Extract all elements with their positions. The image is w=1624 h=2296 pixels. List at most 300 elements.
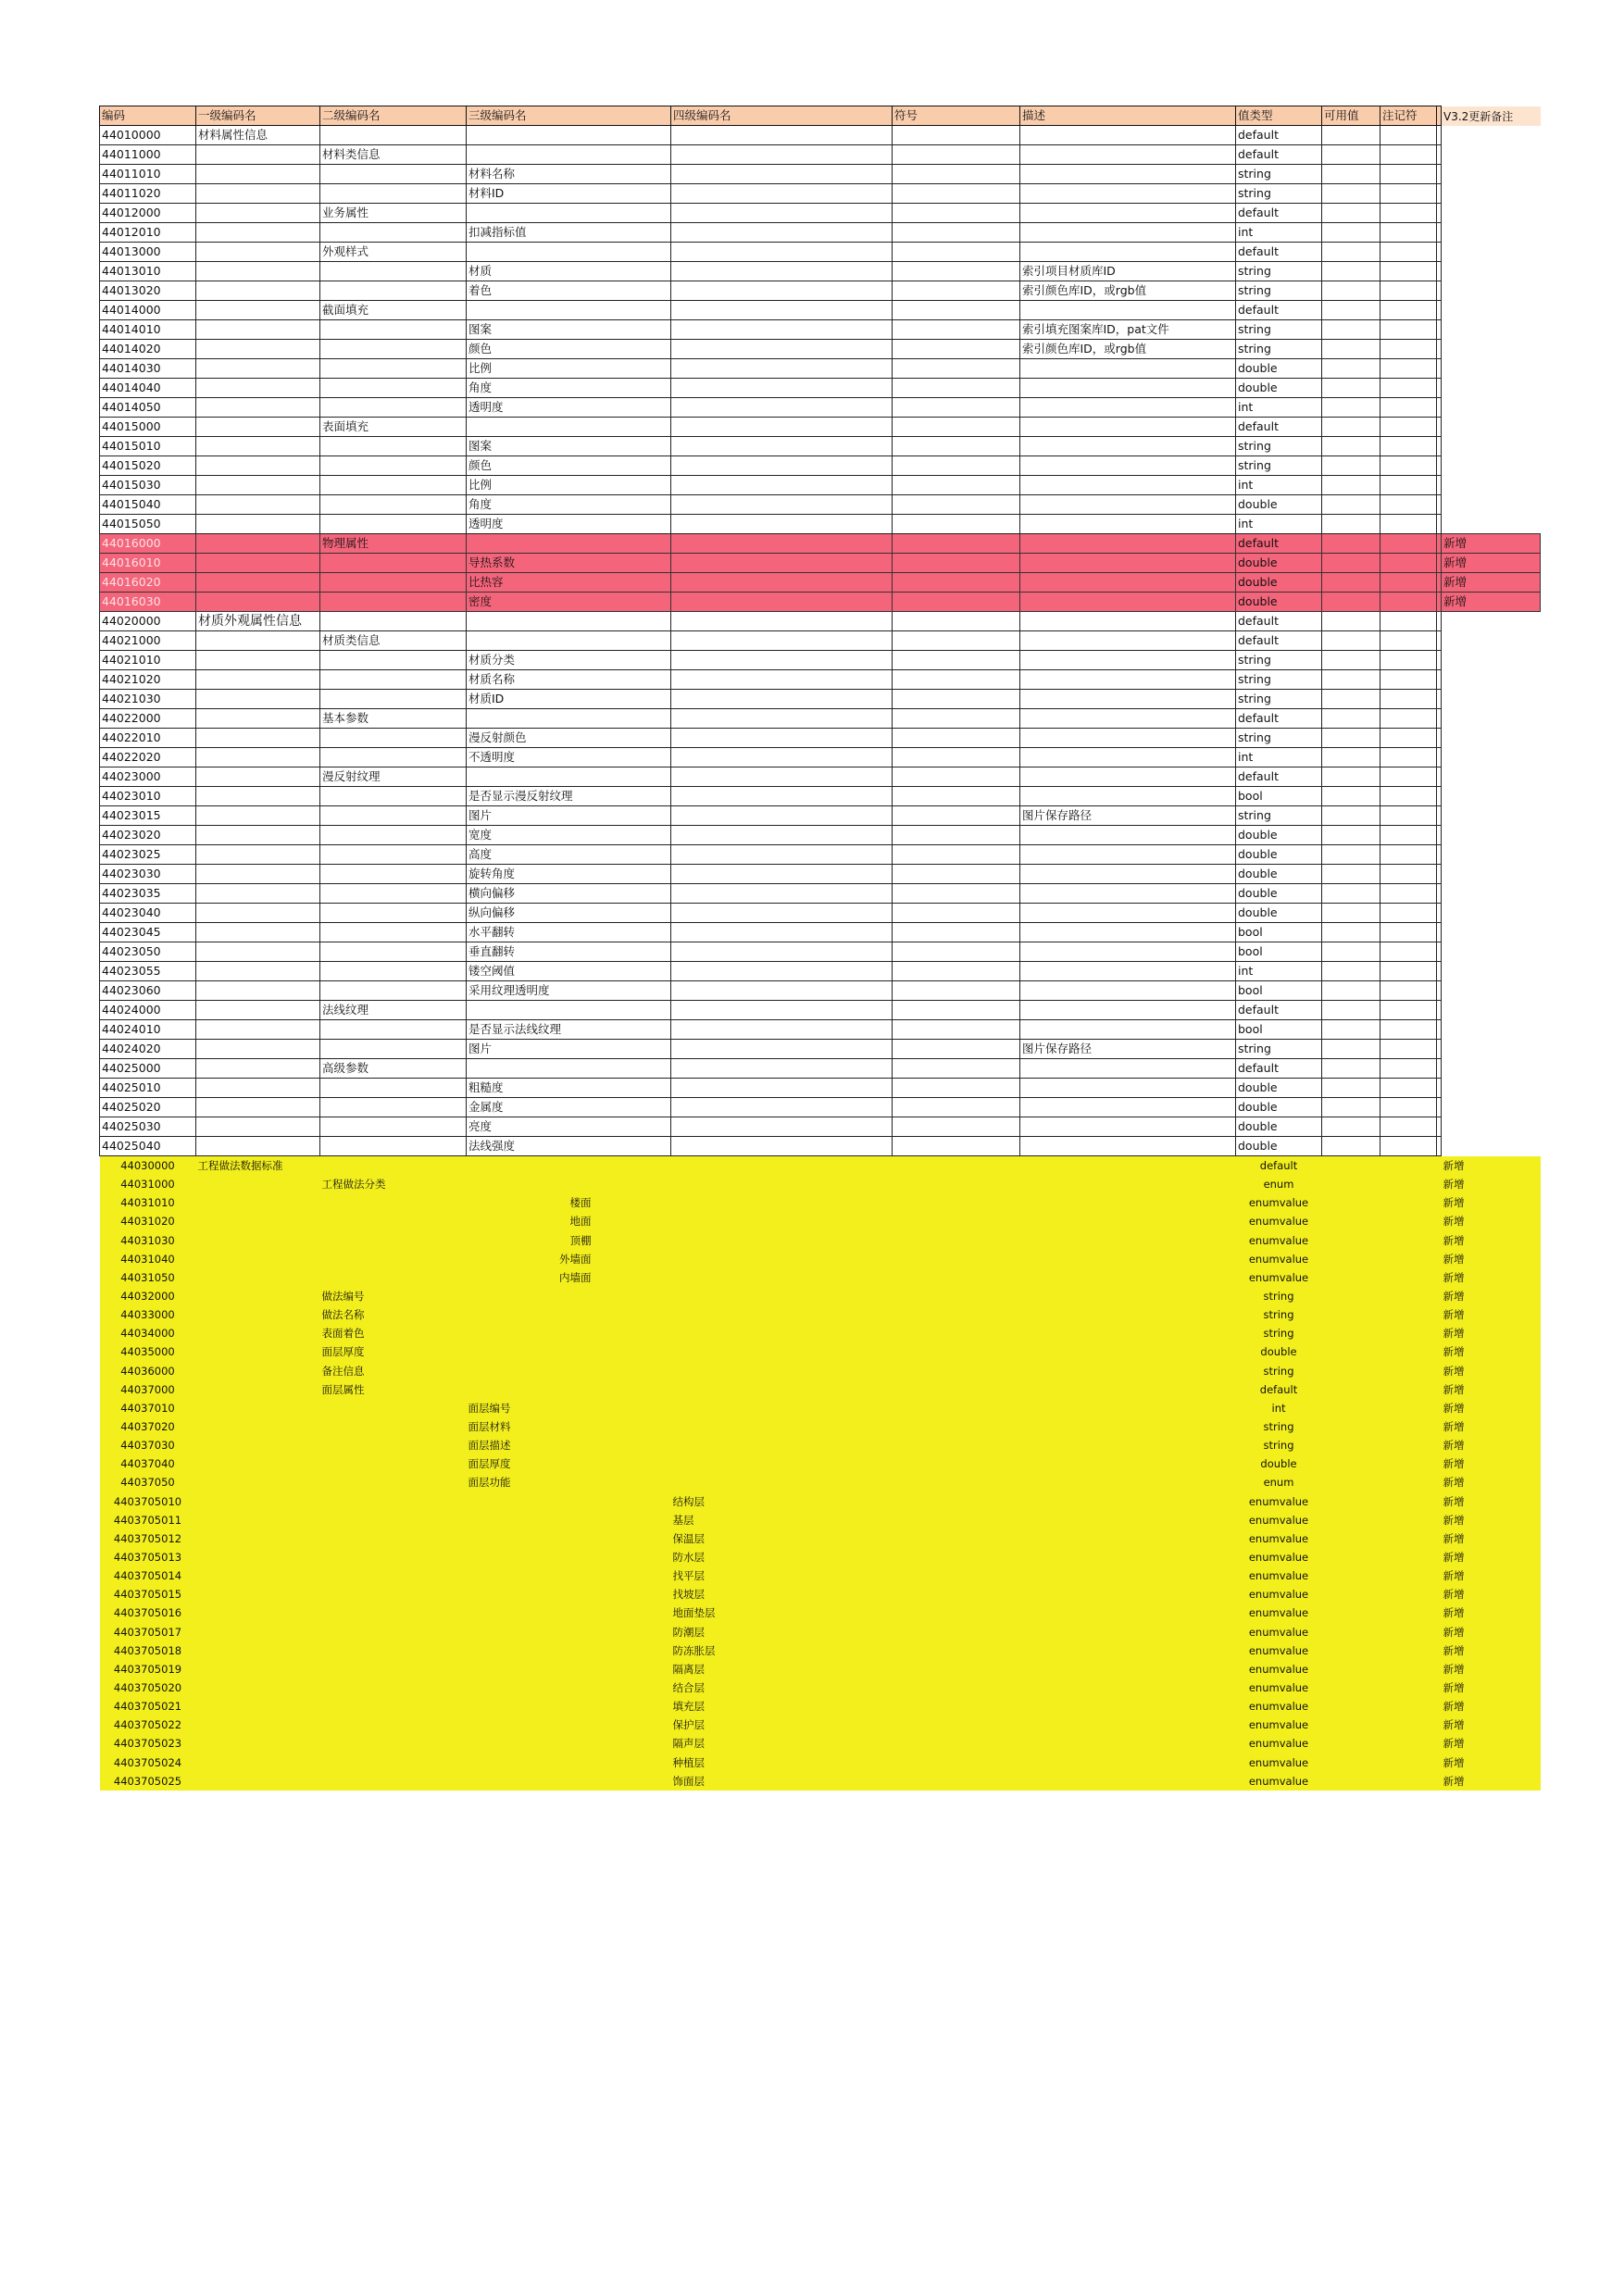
cell-annotation[interactable] bbox=[1380, 631, 1437, 651]
cell-level2-name[interactable] bbox=[320, 845, 467, 865]
cell-level3-name[interactable] bbox=[467, 1548, 671, 1566]
cell-available-values[interactable] bbox=[1322, 1734, 1380, 1753]
cell-available-values[interactable] bbox=[1322, 787, 1380, 806]
cell-update-note[interactable] bbox=[1442, 204, 1541, 223]
cell-annotation[interactable] bbox=[1380, 534, 1437, 554]
cell-level2-name[interactable] bbox=[320, 495, 467, 515]
cell-value-type[interactable]: bool bbox=[1236, 981, 1322, 1001]
cell-symbol[interactable] bbox=[893, 1020, 1020, 1040]
cell-level4-name[interactable] bbox=[671, 126, 893, 145]
cell-symbol[interactable] bbox=[893, 1040, 1020, 1059]
cell-symbol[interactable] bbox=[893, 1361, 1020, 1379]
cell-symbol[interactable] bbox=[893, 1716, 1020, 1734]
cell-annotation[interactable] bbox=[1380, 1380, 1437, 1399]
cell-annotation[interactable] bbox=[1380, 1753, 1437, 1771]
cell-symbol[interactable] bbox=[893, 981, 1020, 1001]
cell-available-values[interactable] bbox=[1322, 1361, 1380, 1379]
cell-description[interactable] bbox=[1020, 845, 1236, 865]
cell-value-type[interactable]: default bbox=[1236, 301, 1322, 320]
cell-update-note[interactable] bbox=[1442, 690, 1541, 709]
cell-level3-name[interactable]: 水平翻转 bbox=[467, 923, 671, 942]
cell-level1-name[interactable] bbox=[196, 1772, 320, 1791]
cell-code[interactable]: 44032000 bbox=[100, 1287, 196, 1305]
cell-value-type[interactable]: string bbox=[1236, 806, 1322, 826]
cell-level4-name[interactable] bbox=[671, 1436, 893, 1454]
cell-update-note[interactable] bbox=[1442, 145, 1541, 165]
cell-level1-name[interactable] bbox=[196, 865, 320, 884]
cell-level2-name[interactable] bbox=[320, 1660, 467, 1678]
cell-description[interactable] bbox=[1020, 418, 1236, 437]
cell-symbol[interactable] bbox=[893, 1175, 1020, 1193]
cell-symbol[interactable] bbox=[893, 1324, 1020, 1342]
cell-code[interactable]: 44024010 bbox=[100, 1020, 196, 1040]
cell-level2-name[interactable] bbox=[320, 923, 467, 942]
cell-level4-name[interactable] bbox=[671, 1324, 893, 1342]
cell-symbol[interactable] bbox=[893, 1059, 1020, 1079]
cell-available-values[interactable] bbox=[1322, 1268, 1380, 1287]
cell-code[interactable]: 44022000 bbox=[100, 709, 196, 729]
cell-symbol[interactable] bbox=[893, 1305, 1020, 1324]
cell-description[interactable] bbox=[1020, 1511, 1236, 1529]
cell-level1-name[interactable] bbox=[196, 1473, 320, 1491]
cell-symbol[interactable] bbox=[893, 1511, 1020, 1529]
cell-annotation[interactable] bbox=[1380, 1059, 1437, 1079]
cell-value-type[interactable]: default bbox=[1236, 612, 1322, 631]
cell-level1-name[interactable] bbox=[196, 806, 320, 826]
cell-available-values[interactable] bbox=[1322, 1716, 1380, 1734]
header-cell-available-values[interactable]: 可用值 bbox=[1322, 106, 1380, 126]
cell-available-values[interactable] bbox=[1322, 1250, 1380, 1268]
cell-symbol[interactable] bbox=[893, 223, 1020, 243]
cell-description[interactable] bbox=[1020, 826, 1236, 845]
cell-level2-name[interactable] bbox=[320, 1491, 467, 1510]
cell-level3-name[interactable] bbox=[467, 631, 671, 651]
cell-value-type[interactable]: default bbox=[1236, 767, 1322, 787]
cell-level4-name[interactable] bbox=[671, 748, 893, 767]
cell-level3-name[interactable] bbox=[467, 1772, 671, 1791]
cell-available-values[interactable] bbox=[1322, 748, 1380, 767]
cell-level3-name[interactable] bbox=[467, 1697, 671, 1716]
cell-update-note[interactable] bbox=[1442, 1137, 1541, 1156]
cell-description[interactable] bbox=[1020, 1753, 1236, 1771]
cell-level3-name[interactable] bbox=[467, 204, 671, 223]
cell-available-values[interactable] bbox=[1322, 1380, 1380, 1399]
cell-level4-name[interactable] bbox=[671, 1342, 893, 1361]
cell-code[interactable]: 4403705019 bbox=[100, 1660, 196, 1678]
cell-level1-name[interactable] bbox=[196, 845, 320, 865]
cell-update-note[interactable] bbox=[1442, 942, 1541, 962]
cell-update-note[interactable]: 新增 bbox=[1442, 1603, 1541, 1622]
cell-available-values[interactable] bbox=[1322, 981, 1380, 1001]
cell-description[interactable] bbox=[1020, 942, 1236, 962]
cell-description[interactable] bbox=[1020, 456, 1236, 476]
cell-value-type[interactable]: enumvalue bbox=[1236, 1753, 1322, 1771]
cell-annotation[interactable] bbox=[1380, 1001, 1437, 1020]
cell-available-values[interactable] bbox=[1322, 437, 1380, 456]
cell-symbol[interactable] bbox=[893, 359, 1020, 379]
cell-available-values[interactable] bbox=[1322, 1156, 1380, 1176]
cell-value-type[interactable]: enumvalue bbox=[1236, 1678, 1322, 1697]
cell-level3-name[interactable]: 面层材料 bbox=[467, 1417, 671, 1436]
cell-level4-name[interactable] bbox=[671, 806, 893, 826]
cell-value-type[interactable]: enumvalue bbox=[1236, 1603, 1322, 1622]
cell-available-values[interactable] bbox=[1322, 1342, 1380, 1361]
cell-code[interactable]: 44022020 bbox=[100, 748, 196, 767]
cell-description[interactable] bbox=[1020, 962, 1236, 981]
cell-symbol[interactable] bbox=[893, 437, 1020, 456]
cell-available-values[interactable] bbox=[1322, 826, 1380, 845]
cell-description[interactable] bbox=[1020, 1454, 1236, 1473]
cell-code[interactable]: 44012000 bbox=[100, 204, 196, 223]
cell-value-type[interactable]: enumvalue bbox=[1236, 1548, 1322, 1566]
cell-annotation[interactable] bbox=[1380, 1454, 1437, 1473]
cell-level2-name[interactable] bbox=[320, 1716, 467, 1734]
cell-level2-name[interactable] bbox=[320, 126, 467, 145]
cell-level4-name[interactable] bbox=[671, 1059, 893, 1079]
cell-annotation[interactable] bbox=[1380, 398, 1437, 418]
cell-available-values[interactable] bbox=[1322, 923, 1380, 942]
cell-update-note[interactable] bbox=[1442, 612, 1541, 631]
cell-symbol[interactable] bbox=[893, 456, 1020, 476]
cell-value-type[interactable]: default bbox=[1236, 709, 1322, 729]
cell-level3-name[interactable]: 图案 bbox=[467, 437, 671, 456]
cell-level3-name[interactable]: 材质 bbox=[467, 262, 671, 281]
cell-description[interactable] bbox=[1020, 1436, 1236, 1454]
cell-available-values[interactable] bbox=[1322, 1772, 1380, 1791]
cell-available-values[interactable] bbox=[1322, 398, 1380, 418]
cell-level2-name[interactable] bbox=[320, 690, 467, 709]
cell-update-note[interactable] bbox=[1442, 923, 1541, 942]
cell-available-values[interactable] bbox=[1322, 962, 1380, 981]
cell-code[interactable]: 44023010 bbox=[100, 787, 196, 806]
cell-level1-name[interactable] bbox=[196, 184, 320, 204]
cell-update-note[interactable] bbox=[1442, 359, 1541, 379]
cell-level3-name[interactable]: 角度 bbox=[467, 495, 671, 515]
cell-annotation[interactable] bbox=[1380, 1040, 1437, 1059]
cell-value-type[interactable]: bool bbox=[1236, 942, 1322, 962]
cell-annotation[interactable] bbox=[1380, 670, 1437, 690]
cell-update-note[interactable] bbox=[1442, 631, 1541, 651]
cell-symbol[interactable] bbox=[893, 281, 1020, 301]
cell-level1-name[interactable] bbox=[196, 515, 320, 534]
cell-code[interactable]: 44014040 bbox=[100, 379, 196, 398]
cell-symbol[interactable] bbox=[893, 398, 1020, 418]
cell-available-values[interactable] bbox=[1322, 884, 1380, 904]
cell-symbol[interactable] bbox=[893, 1548, 1020, 1566]
cell-level3-name[interactable] bbox=[467, 1305, 671, 1324]
cell-level1-name[interactable] bbox=[196, 1454, 320, 1473]
cell-update-note[interactable]: 新增 bbox=[1442, 1660, 1541, 1678]
cell-symbol[interactable] bbox=[893, 631, 1020, 651]
cell-level4-name[interactable] bbox=[671, 301, 893, 320]
cell-level4-name[interactable] bbox=[671, 942, 893, 962]
cell-level2-name[interactable] bbox=[320, 981, 467, 1001]
cell-level1-name[interactable] bbox=[196, 165, 320, 184]
cell-level4-name[interactable] bbox=[671, 981, 893, 1001]
cell-description[interactable] bbox=[1020, 1268, 1236, 1287]
cell-level1-name[interactable] bbox=[196, 981, 320, 1001]
cell-update-note[interactable] bbox=[1442, 456, 1541, 476]
cell-level2-name[interactable] bbox=[320, 1268, 467, 1287]
cell-level1-name[interactable] bbox=[196, 320, 320, 340]
cell-available-values[interactable] bbox=[1322, 1697, 1380, 1716]
cell-annotation[interactable] bbox=[1380, 942, 1437, 962]
cell-symbol[interactable] bbox=[893, 165, 1020, 184]
cell-description[interactable] bbox=[1020, 904, 1236, 923]
cell-update-note[interactable]: 新增 bbox=[1442, 1250, 1541, 1268]
cell-value-type[interactable]: double bbox=[1236, 1342, 1322, 1361]
cell-annotation[interactable] bbox=[1380, 826, 1437, 845]
cell-annotation[interactable] bbox=[1380, 1436, 1437, 1454]
cell-description[interactable] bbox=[1020, 1287, 1236, 1305]
cell-description[interactable]: 索引颜色库ID，或rgb值 bbox=[1020, 340, 1236, 359]
cell-level3-name[interactable] bbox=[467, 301, 671, 320]
cell-level4-name[interactable]: 保护层 bbox=[671, 1716, 893, 1734]
cell-level1-name[interactable] bbox=[196, 456, 320, 476]
cell-level1-name[interactable] bbox=[196, 281, 320, 301]
cell-update-note[interactable]: 新增 bbox=[1442, 1772, 1541, 1791]
cell-available-values[interactable] bbox=[1322, 1117, 1380, 1137]
cell-symbol[interactable] bbox=[893, 1230, 1020, 1249]
cell-level4-name[interactable] bbox=[671, 1399, 893, 1417]
cell-level1-name[interactable] bbox=[196, 1342, 320, 1361]
cell-level2-name[interactable] bbox=[320, 651, 467, 670]
cell-code[interactable]: 4403705012 bbox=[100, 1529, 196, 1548]
cell-level3-name[interactable] bbox=[467, 1566, 671, 1585]
cell-level3-name[interactable]: 透明度 bbox=[467, 398, 671, 418]
cell-description[interactable] bbox=[1020, 1417, 1236, 1436]
cell-value-type[interactable]: bool bbox=[1236, 787, 1322, 806]
cell-level3-name[interactable] bbox=[467, 145, 671, 165]
cell-level2-name[interactable]: 面层厚度 bbox=[320, 1342, 467, 1361]
cell-level2-name[interactable] bbox=[320, 1117, 467, 1137]
cell-level3-name[interactable]: 是否显示漫反射纹理 bbox=[467, 787, 671, 806]
cell-level4-name[interactable] bbox=[671, 1040, 893, 1059]
cell-symbol[interactable] bbox=[893, 612, 1020, 631]
cell-level4-name[interactable] bbox=[671, 1380, 893, 1399]
cell-code[interactable]: 44015000 bbox=[100, 418, 196, 437]
cell-code[interactable]: 44033000 bbox=[100, 1305, 196, 1324]
cell-code[interactable]: 44037000 bbox=[100, 1380, 196, 1399]
cell-level1-name[interactable] bbox=[196, 1059, 320, 1079]
cell-code[interactable]: 44023030 bbox=[100, 865, 196, 884]
cell-level1-name[interactable] bbox=[196, 1734, 320, 1753]
cell-code[interactable]: 44021030 bbox=[100, 690, 196, 709]
cell-level1-name[interactable] bbox=[196, 631, 320, 651]
cell-available-values[interactable] bbox=[1322, 476, 1380, 495]
cell-level1-name[interactable] bbox=[196, 1250, 320, 1268]
cell-symbol[interactable] bbox=[893, 962, 1020, 981]
cell-level1-name[interactable] bbox=[196, 262, 320, 281]
cell-level3-name[interactable] bbox=[467, 1001, 671, 1020]
cell-level3-name[interactable]: 镂空阈值 bbox=[467, 962, 671, 981]
cell-code[interactable]: 44031020 bbox=[100, 1212, 196, 1230]
cell-update-note[interactable]: 新增 bbox=[1442, 1342, 1541, 1361]
cell-annotation[interactable] bbox=[1380, 1622, 1437, 1641]
cell-code[interactable]: 4403705025 bbox=[100, 1772, 196, 1791]
cell-available-values[interactable] bbox=[1322, 534, 1380, 554]
cell-update-note[interactable]: 新增 bbox=[1442, 1156, 1541, 1176]
cell-code[interactable]: 44015020 bbox=[100, 456, 196, 476]
cell-value-type[interactable]: int bbox=[1236, 748, 1322, 767]
cell-level1-name[interactable] bbox=[196, 1491, 320, 1510]
cell-level2-name[interactable] bbox=[320, 593, 467, 612]
cell-update-note[interactable]: 新增 bbox=[1442, 534, 1541, 554]
cell-available-values[interactable] bbox=[1322, 1399, 1380, 1417]
cell-level1-name[interactable] bbox=[196, 1001, 320, 1020]
cell-annotation[interactable] bbox=[1380, 1268, 1437, 1287]
cell-level4-name[interactable] bbox=[671, 359, 893, 379]
cell-update-note[interactable] bbox=[1442, 1040, 1541, 1059]
cell-description[interactable] bbox=[1020, 1079, 1236, 1098]
cell-available-values[interactable] bbox=[1322, 126, 1380, 145]
cell-level3-name[interactable] bbox=[467, 1716, 671, 1734]
cell-level2-name[interactable] bbox=[320, 1585, 467, 1603]
cell-level4-name[interactable]: 防冻胀层 bbox=[671, 1641, 893, 1660]
header-cell-annotation[interactable]: 注记符 bbox=[1380, 106, 1437, 126]
cell-available-values[interactable] bbox=[1322, 1001, 1380, 1020]
cell-level4-name[interactable] bbox=[671, 243, 893, 262]
cell-level2-name[interactable]: 材质类信息 bbox=[320, 631, 467, 651]
cell-level1-name[interactable] bbox=[196, 534, 320, 554]
cell-available-values[interactable] bbox=[1322, 1193, 1380, 1212]
cell-level4-name[interactable]: 填充层 bbox=[671, 1697, 893, 1716]
cell-level1-name[interactable] bbox=[196, 398, 320, 418]
cell-code[interactable]: 44036000 bbox=[100, 1361, 196, 1379]
cell-value-type[interactable]: string bbox=[1236, 1361, 1322, 1379]
cell-level4-name[interactable] bbox=[671, 476, 893, 495]
cell-value-type[interactable]: enumvalue bbox=[1236, 1641, 1322, 1660]
cell-available-values[interactable] bbox=[1322, 1529, 1380, 1548]
cell-available-values[interactable] bbox=[1322, 709, 1380, 729]
cell-level1-name[interactable] bbox=[196, 1137, 320, 1156]
cell-value-type[interactable]: default bbox=[1236, 145, 1322, 165]
header-cell-level1-name[interactable]: 一级编码名 bbox=[196, 106, 320, 126]
cell-level3-name[interactable] bbox=[467, 1529, 671, 1548]
cell-level2-name[interactable] bbox=[320, 1079, 467, 1098]
cell-level3-name[interactable] bbox=[467, 418, 671, 437]
cell-update-note[interactable]: 新增 bbox=[1442, 554, 1541, 573]
cell-level1-name[interactable] bbox=[196, 593, 320, 612]
cell-level3-name[interactable] bbox=[467, 612, 671, 631]
cell-level1-name[interactable] bbox=[196, 709, 320, 729]
cell-annotation[interactable] bbox=[1380, 320, 1437, 340]
cell-level3-name[interactable]: 材质ID bbox=[467, 690, 671, 709]
cell-update-note[interactable] bbox=[1442, 962, 1541, 981]
cell-level1-name[interactable] bbox=[196, 1287, 320, 1305]
cell-level4-name[interactable] bbox=[671, 612, 893, 631]
cell-level4-name[interactable] bbox=[671, 1454, 893, 1473]
cell-description[interactable] bbox=[1020, 1212, 1236, 1230]
cell-level3-name[interactable]: 扣减指标值 bbox=[467, 223, 671, 243]
cell-annotation[interactable] bbox=[1380, 1361, 1437, 1379]
cell-symbol[interactable] bbox=[893, 845, 1020, 865]
cell-level2-name[interactable] bbox=[320, 379, 467, 398]
cell-level2-name[interactable] bbox=[320, 1641, 467, 1660]
cell-symbol[interactable] bbox=[893, 709, 1020, 729]
cell-available-values[interactable] bbox=[1322, 806, 1380, 826]
cell-symbol[interactable] bbox=[893, 651, 1020, 670]
cell-update-note[interactable] bbox=[1442, 243, 1541, 262]
header-cell-level4-name[interactable]: 四级编码名 bbox=[671, 106, 893, 126]
cell-symbol[interactable] bbox=[893, 806, 1020, 826]
cell-available-values[interactable] bbox=[1322, 281, 1380, 301]
cell-value-type[interactable]: string bbox=[1236, 165, 1322, 184]
cell-annotation[interactable] bbox=[1380, 1417, 1437, 1436]
cell-value-type[interactable]: default bbox=[1236, 1380, 1322, 1399]
cell-level3-name[interactable]: 透明度 bbox=[467, 515, 671, 534]
cell-value-type[interactable]: enumvalue bbox=[1236, 1268, 1322, 1287]
cell-value-type[interactable]: bool bbox=[1236, 923, 1322, 942]
cell-code[interactable]: 4403705018 bbox=[100, 1641, 196, 1660]
cell-available-values[interactable] bbox=[1322, 1020, 1380, 1040]
cell-level3-name[interactable]: 颜色 bbox=[467, 456, 671, 476]
cell-code[interactable]: 4403705010 bbox=[100, 1491, 196, 1510]
cell-level2-name[interactable] bbox=[320, 884, 467, 904]
cell-code[interactable]: 44037020 bbox=[100, 1417, 196, 1436]
cell-level4-name[interactable] bbox=[671, 1020, 893, 1040]
cell-level2-name[interactable] bbox=[320, 340, 467, 359]
cell-level4-name[interactable]: 隔离层 bbox=[671, 1660, 893, 1678]
cell-level1-name[interactable] bbox=[196, 1678, 320, 1697]
cell-available-values[interactable] bbox=[1322, 670, 1380, 690]
cell-level2-name[interactable] bbox=[320, 1473, 467, 1491]
cell-symbol[interactable] bbox=[893, 1772, 1020, 1791]
cell-code[interactable]: 44023020 bbox=[100, 826, 196, 845]
cell-level4-name[interactable] bbox=[671, 1117, 893, 1137]
cell-symbol[interactable] bbox=[893, 573, 1020, 593]
cell-symbol[interactable] bbox=[893, 748, 1020, 767]
cell-value-type[interactable]: string bbox=[1236, 1436, 1322, 1454]
cell-code[interactable]: 44012010 bbox=[100, 223, 196, 243]
cell-level3-name[interactable]: 比例 bbox=[467, 476, 671, 495]
cell-level3-name[interactable]: 不透明度 bbox=[467, 748, 671, 767]
cell-annotation[interactable] bbox=[1380, 1678, 1437, 1697]
cell-update-note[interactable] bbox=[1442, 320, 1541, 340]
cell-update-note[interactable] bbox=[1442, 1001, 1541, 1020]
cell-code[interactable]: 44016010 bbox=[100, 554, 196, 573]
cell-level3-name[interactable] bbox=[467, 534, 671, 554]
cell-annotation[interactable] bbox=[1380, 651, 1437, 670]
cell-update-note[interactable]: 新增 bbox=[1442, 1380, 1541, 1399]
cell-code[interactable]: 44024020 bbox=[100, 1040, 196, 1059]
cell-level3-name[interactable] bbox=[467, 1678, 671, 1697]
cell-symbol[interactable] bbox=[893, 1137, 1020, 1156]
cell-description[interactable] bbox=[1020, 1305, 1236, 1324]
cell-level1-name[interactable] bbox=[196, 495, 320, 515]
cell-update-note[interactable] bbox=[1442, 806, 1541, 826]
cell-level1-name[interactable] bbox=[196, 1716, 320, 1734]
cell-update-note[interactable]: 新增 bbox=[1442, 1399, 1541, 1417]
cell-annotation[interactable] bbox=[1380, 476, 1437, 495]
cell-value-type[interactable]: string bbox=[1236, 1287, 1322, 1305]
cell-level2-name[interactable] bbox=[320, 1734, 467, 1753]
cell-level3-name[interactable]: 法线强度 bbox=[467, 1137, 671, 1156]
cell-update-note[interactable] bbox=[1442, 340, 1541, 359]
cell-code[interactable]: 4403705024 bbox=[100, 1753, 196, 1771]
cell-update-note[interactable] bbox=[1442, 981, 1541, 1001]
cell-level3-name[interactable] bbox=[467, 1511, 671, 1529]
cell-symbol[interactable] bbox=[893, 729, 1020, 748]
cell-code[interactable]: 44023035 bbox=[100, 884, 196, 904]
cell-value-type[interactable]: double bbox=[1236, 865, 1322, 884]
cell-level2-name[interactable] bbox=[320, 748, 467, 767]
cell-description[interactable]: 索引颜色库ID，或rgb值 bbox=[1020, 281, 1236, 301]
cell-level3-name[interactable]: 楼面 bbox=[467, 1193, 671, 1212]
cell-level3-name[interactable]: 地面 bbox=[467, 1212, 671, 1230]
cell-annotation[interactable] bbox=[1380, 767, 1437, 787]
cell-code[interactable]: 44035000 bbox=[100, 1342, 196, 1361]
